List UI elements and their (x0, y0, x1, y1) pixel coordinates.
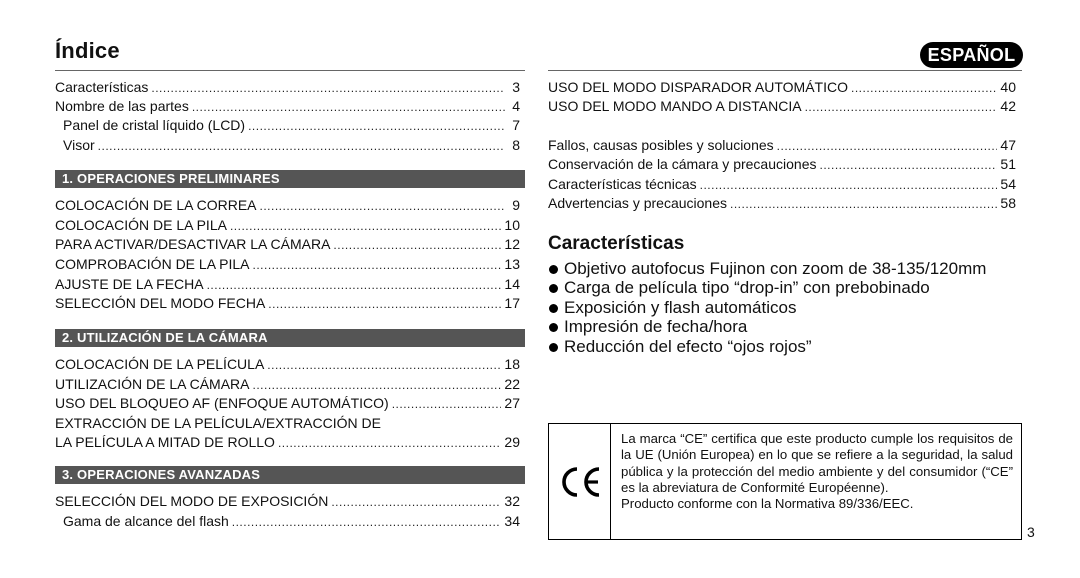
section-header-3: 3. OPERACIONES AVANZADAS (55, 466, 525, 484)
toc-entry: Nombre de las partes ..... 4 (55, 97, 520, 116)
toc-subentry: Gama de alcance del flash ..... 34 (63, 512, 520, 531)
page-ref: 29 (504, 434, 520, 450)
page-ref: 51 (1000, 156, 1016, 172)
bullet-icon (549, 323, 558, 332)
page-ref: 3 (512, 79, 520, 95)
header-rule-right (548, 70, 1022, 71)
feature-bullet: Reducción del efecto “ojos rojos” (549, 337, 812, 357)
bullet-icon (549, 284, 558, 293)
ce-norm: Producto conforme con la Normativa 89/336/EEC. (621, 496, 914, 512)
page-ref: 32 (504, 493, 520, 509)
page-title: Índice (55, 38, 120, 63)
feature-bullet: Objetivo autofocus Fujinon con zoom de 38-135/120mm (549, 259, 986, 279)
page-ref: 34 (504, 513, 520, 529)
page-ref: 18 (504, 356, 520, 372)
toc-entry-line1: EXTRACCIÓN DE LA PELÍCULA/EXTRACCIÓN DE (55, 415, 381, 431)
page-ref: 4 (512, 98, 520, 114)
page-ref: 14 (504, 276, 520, 292)
bullet-icon (549, 304, 558, 313)
feature-bullet: Impresión de fecha/hora (549, 317, 747, 337)
toc-entry: USO DEL MODO DISPARADOR AUTOMÁTICO ..... 40 (548, 78, 1016, 97)
toc-entry: Características técnicas ..... 54 (548, 175, 1016, 194)
toc-entry: Fallos, causas posibles y soluciones ..... 47 (548, 136, 1016, 155)
header-rule-left (55, 70, 525, 71)
page-ref: 42 (1000, 98, 1016, 114)
toc-subentry: Panel de cristal líquido (LCD) ..... 7 (63, 116, 520, 135)
page-ref: 40 (1000, 79, 1016, 95)
ce-mark-icon (549, 424, 611, 539)
page-number: 3 (1027, 524, 1035, 540)
page-ref: 7 (512, 117, 520, 133)
toc-entry: COLOCACIÓN DE LA CORREA ..... 9 (55, 196, 520, 215)
feature-bullet: Carga de película tipo “drop-in” con prebobinado (549, 278, 930, 298)
toc-entry: COLOCACIÓN DE LA PILA ..... 10 (55, 216, 520, 235)
page-ref: 17 (504, 295, 520, 311)
toc-entry: USO DEL MODO MANDO A DISTANCIA ..... 42 (548, 97, 1016, 116)
page-ref: 22 (504, 376, 520, 392)
toc-entry: SELECCIÓN DEL MODO FECHA ..... 17 (55, 294, 520, 313)
ce-notice-text (621, 431, 1013, 512)
page-ref: 13 (504, 256, 520, 272)
toc-entry: Características ..... 3 (55, 78, 520, 97)
ce-notice-box (548, 423, 1022, 540)
language-badge: ESPAÑOL (920, 42, 1023, 68)
section-header-2: 2. UTILIZACIÓN DE LA CÁMARA (55, 329, 525, 347)
feature-bullet: Exposición y flash automáticos (549, 298, 796, 318)
toc-entry: COMPROBACIÓN DE LA PILA ..... 13 (55, 255, 520, 274)
toc-entry: Advertencias y precauciones ..... 58 (548, 194, 1016, 213)
toc-entry: PARA ACTIVAR/DESACTIVAR LA CÁMARA ..... 12 (55, 235, 520, 254)
features-heading: Características (548, 233, 685, 254)
page-ref: 9 (512, 197, 520, 213)
page-ref: 10 (504, 217, 520, 233)
page-ref: 12 (504, 236, 520, 252)
page-ref: 8 (512, 137, 520, 153)
page-ref: 47 (1000, 137, 1016, 153)
toc-subentry: Visor ..... 8 (63, 136, 520, 155)
toc-entry: UTILIZACIÓN DE LA CÁMARA ..... 22 (55, 375, 520, 394)
ce-description: La marca “CE” certifica que este producto cumple los requisitos de la UE (Unión Europea) en lo que se refiere a la seguridad, la salud pública y la protección del medio ambiente y del consumidor (“CE” es la abreviatura de Conformité Européenne). (621, 431, 1013, 495)
toc-entry: USO DEL BLOQUEO AF (ENFOQUE AUTOMÁTICO) ..... 27 (55, 394, 520, 413)
page-ref: 58 (1000, 195, 1016, 211)
bullet-icon (549, 343, 558, 352)
toc-entry: AJUSTE DE LA FECHA ..... 14 (55, 275, 520, 294)
section-header-1: 1. OPERACIONES PRELIMINARES (55, 170, 525, 188)
page-ref: 54 (1000, 176, 1016, 192)
toc-entry: COLOCACIÓN DE LA PELÍCULA ..... 18 (55, 355, 520, 374)
page-ref: 27 (504, 395, 520, 411)
toc-entry: Conservación de la cámara y precauciones ..... 51 (548, 155, 1016, 174)
toc-entry: SELECCIÓN DEL MODO DE EXPOSICIÓN ..... 32 (55, 492, 520, 511)
toc-entry: LA PELÍCULA A MITAD DE ROLLO ..... 29 (55, 433, 520, 452)
bullet-icon (549, 265, 558, 274)
